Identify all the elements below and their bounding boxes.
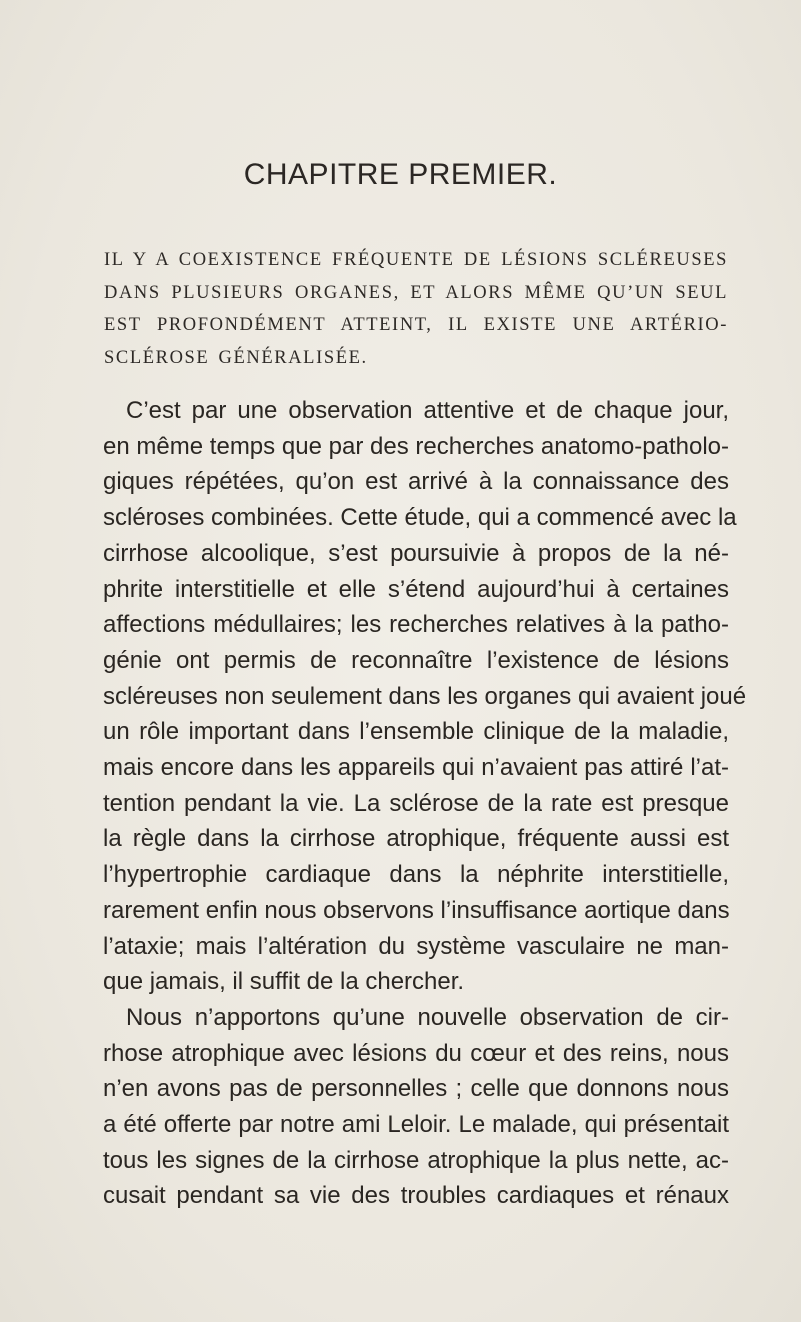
body-line: que jamais, il suffit de la chercher. — [103, 968, 465, 996]
body-line: cirrhose alcoolique, s’est poursuivie à propos de la né- — [103, 539, 729, 567]
chapter-title: CHAPITRE PREMIER. — [243, 158, 558, 191]
body-line: tous les signes de la cirrhose atrophique la plus nette, ac- — [103, 1146, 729, 1174]
chapter-summary — [104, 244, 728, 374]
body-line: génie ont permis de reconnaître l’existence de lésions — [103, 646, 729, 674]
body-line: n’en avons pas de personnelles ; celle que donnons nous — [103, 1075, 729, 1103]
body-line: la règle dans la cirrhose atrophique, fréquente aussi est — [103, 825, 729, 853]
body-line: mais encore dans les appareils qui n’avaient pas attiré l’at- — [103, 754, 729, 782]
body-line: affections médullaires; les recherches relatives à la patho- — [103, 611, 729, 639]
body-line: l’hypertrophie cardiaque dans la néphrite interstitielle, — [103, 861, 729, 889]
body-line: en même temps que par des recherches anatomo-patholo- — [103, 432, 729, 460]
body-line: phrite interstitielle et elle s’étend aujourd’hui à certaines — [103, 575, 729, 603]
body-line: C’est par une observation attentive et de chaque jour, — [126, 397, 729, 424]
summary-line: IL Y A COEXISTENCE FRÉQUENTE DE LÉSIONS SCLÉREUSES — [104, 250, 728, 270]
body-text — [103, 393, 747, 1214]
body-line: un rôle important dans l’ensemble clinique de la maladie, — [103, 718, 729, 746]
body-line: rhose atrophique avec lésions du cœur et des reins, nous — [103, 1039, 729, 1067]
body-line: scléroses combinées. Cette étude, qui a commencé avec la — [103, 504, 737, 532]
summary-line: DANS PLUSIEURS ORGANES, ET ALORS MÊME QU’UN SEUL — [104, 282, 728, 303]
body-line: giques répétées, qu’on est arrivé à la connaissance des — [103, 468, 729, 496]
body-line: cusait pendant sa vie des troubles cardiaques et rénaux — [103, 1182, 729, 1210]
body-line: a été offerte par notre ami Leloir. Le malade, qui présentait — [103, 1111, 729, 1139]
body-line: rarement enfin nous observons l’insuffisance aortique dans — [103, 896, 730, 924]
body-line: tention pendant la vie. La sclérose de la rate est presque — [103, 789, 729, 817]
summary-line: SCLÉROSE GÉNÉRALISÉE. — [104, 347, 368, 368]
body-line: l’ataxie; mais l’altération du système vasculaire ne man- — [103, 932, 729, 960]
body-line: scléreuses non seulement dans les organes qui avaient joué — [103, 682, 747, 710]
summary-line: EST PROFONDÉMENT ATTEINT, IL EXISTE UNE ARTÉRIO- — [104, 315, 728, 335]
body-line: Nous n’apportons qu’une nouvelle observation de cir- — [126, 1003, 729, 1031]
